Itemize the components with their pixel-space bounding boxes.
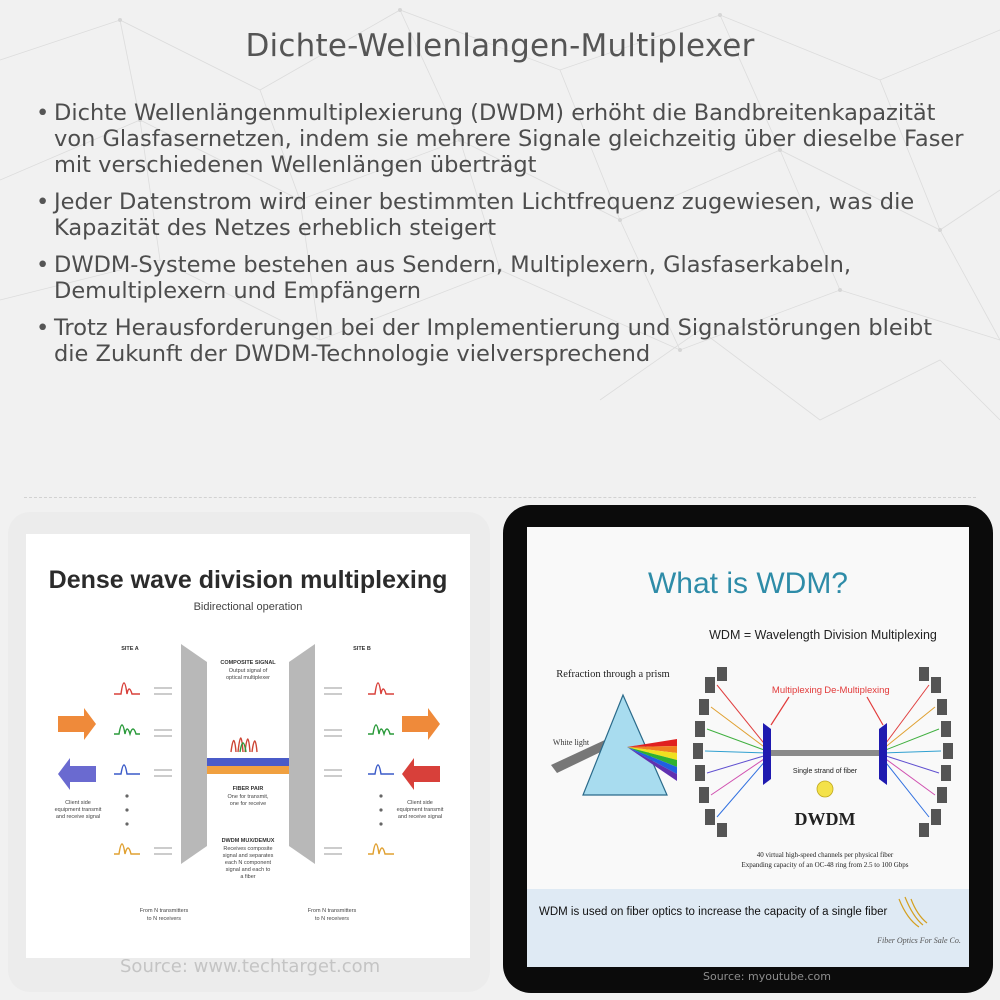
from-text-left: From N transmitters xyxy=(139,908,189,914)
client-text-right: equipment transmit xyxy=(396,807,444,813)
signal-red-right xyxy=(368,683,394,694)
page-title: Dichte-Wellenlangen-Multiplexer xyxy=(245,28,755,64)
from-text-right: From N transmitters xyxy=(307,908,357,914)
fiber-top xyxy=(207,758,289,766)
signal-blue-right xyxy=(368,765,394,774)
bullet-item: • Trotz Herausforderungen bei der Implementierung und Signalstörungen bleibt die Zukunft der DWDM-Technologie vielversprechend xyxy=(34,315,964,367)
signal-blue-left xyxy=(114,765,140,774)
site-a-label: SITE A xyxy=(121,646,139,652)
site-b-label: SITE B xyxy=(353,646,371,652)
wdm-footer-text: WDM is used on fiber optics to increase the capacity of a single fiber xyxy=(539,906,888,918)
mux-text: signal and each to xyxy=(225,867,271,873)
mux-shape xyxy=(181,644,207,864)
fiber-pair-text: one for receive xyxy=(229,801,267,807)
diagram-subtitle: Bidirectional operation xyxy=(193,601,303,613)
composite-title: COMPOSITE SIGNAL xyxy=(220,660,276,666)
signal-orange-right xyxy=(368,844,394,854)
mux-text: a fiber xyxy=(240,874,256,880)
right-image-source: Source: myoutube.com xyxy=(703,970,831,983)
footer-band xyxy=(527,889,969,967)
demultiplexing-label: De-Multiplexing xyxy=(824,685,890,696)
bullet-list xyxy=(34,100,964,378)
signal-green-right xyxy=(368,725,394,734)
diagram-title: Dense wave division multiplexing xyxy=(48,566,448,594)
multiplexer-block xyxy=(763,723,771,785)
demux-shape xyxy=(289,644,315,864)
client-text-left: equipment transmit xyxy=(54,807,102,813)
logo-text: Fiber Optics For Sale Co. xyxy=(877,936,961,945)
left-image-source: Source: www.techtarget.com xyxy=(120,956,381,977)
single-fiber-strand xyxy=(771,750,879,756)
demultiplexing-pointer xyxy=(867,697,883,725)
bullet-item: • Dichte Wellenlängenmultiplexierung (DWDM) erhöht die Bandbreitenkapazität von Glasfasernetzen, indem sie mehrere Signale gleichzeitig über dieselbe Faser mit verschiedenen Wellenlängen überträgt xyxy=(34,100,964,178)
single-strand-label: Single strand of fiber xyxy=(792,768,858,775)
white-light-label: White light xyxy=(552,738,590,747)
composite-text: Output signal of xyxy=(228,668,268,674)
from-text-left: to N receivers xyxy=(147,916,181,922)
section-divider xyxy=(24,497,976,498)
signal-orange-left xyxy=(114,844,140,854)
multiplexing-label: Multiplexing xyxy=(771,685,823,696)
client-text-left: Client side xyxy=(65,800,91,806)
from-text-right: to N receivers xyxy=(315,916,349,922)
signal-green-left xyxy=(114,725,140,734)
dwdm-label: DWDM xyxy=(794,809,856,829)
client-text-right: and receive signal xyxy=(397,814,443,820)
mux-title: DWDM MUX/DEMUX xyxy=(221,838,275,844)
wdm-subtitle: WDM = Wavelength Division Multiplexing xyxy=(709,628,937,642)
refraction-label: Refraction through a prism xyxy=(556,669,670,680)
wdm-title: What is WDM? xyxy=(647,567,849,600)
composite-text: optical multiplexer xyxy=(225,675,271,681)
bullet-item: • DWDM-Systeme bestehen aus Sendern, Multiplexern, Glasfaserkabeln, Demultiplexern und Empfängern xyxy=(34,252,964,304)
capacity-text: Expanding capacity of an OC-48 ring from 2.5 to 100 Gbps xyxy=(741,861,909,869)
signal-red-left xyxy=(114,683,140,694)
fiber-bottom xyxy=(207,766,289,774)
demultiplexer-block xyxy=(879,723,887,785)
mux-text: signal and separates xyxy=(222,853,274,859)
client-arrow-right-right xyxy=(402,708,440,740)
client-arrow-right-left xyxy=(58,708,96,740)
mux-text: each N component xyxy=(224,860,272,866)
client-text-right: Client side xyxy=(407,800,433,806)
client-arrow-left-right xyxy=(402,758,440,790)
capacity-text: 40 virtual high-speed channels per physical fiber xyxy=(756,851,894,859)
fiber-pair-title: FIBER PAIR xyxy=(232,786,264,792)
fiber-cross-section-icon xyxy=(817,781,833,797)
fiber-pair-text: One for transmit, xyxy=(227,794,269,800)
client-arrow-left-left xyxy=(58,758,96,790)
client-text-left: and receive signal xyxy=(55,814,101,820)
mux-text: Receives composite xyxy=(223,846,273,852)
dwdm-diagram-image xyxy=(26,534,470,958)
multiplexing-pointer xyxy=(771,697,789,725)
wdm-diagram-image xyxy=(527,527,969,967)
bullet-item: • Jeder Datenstrom wird einer bestimmten Lichtfrequenz zugewiesen, was die Kapazität des Netzes erheblich steigert xyxy=(34,189,964,241)
